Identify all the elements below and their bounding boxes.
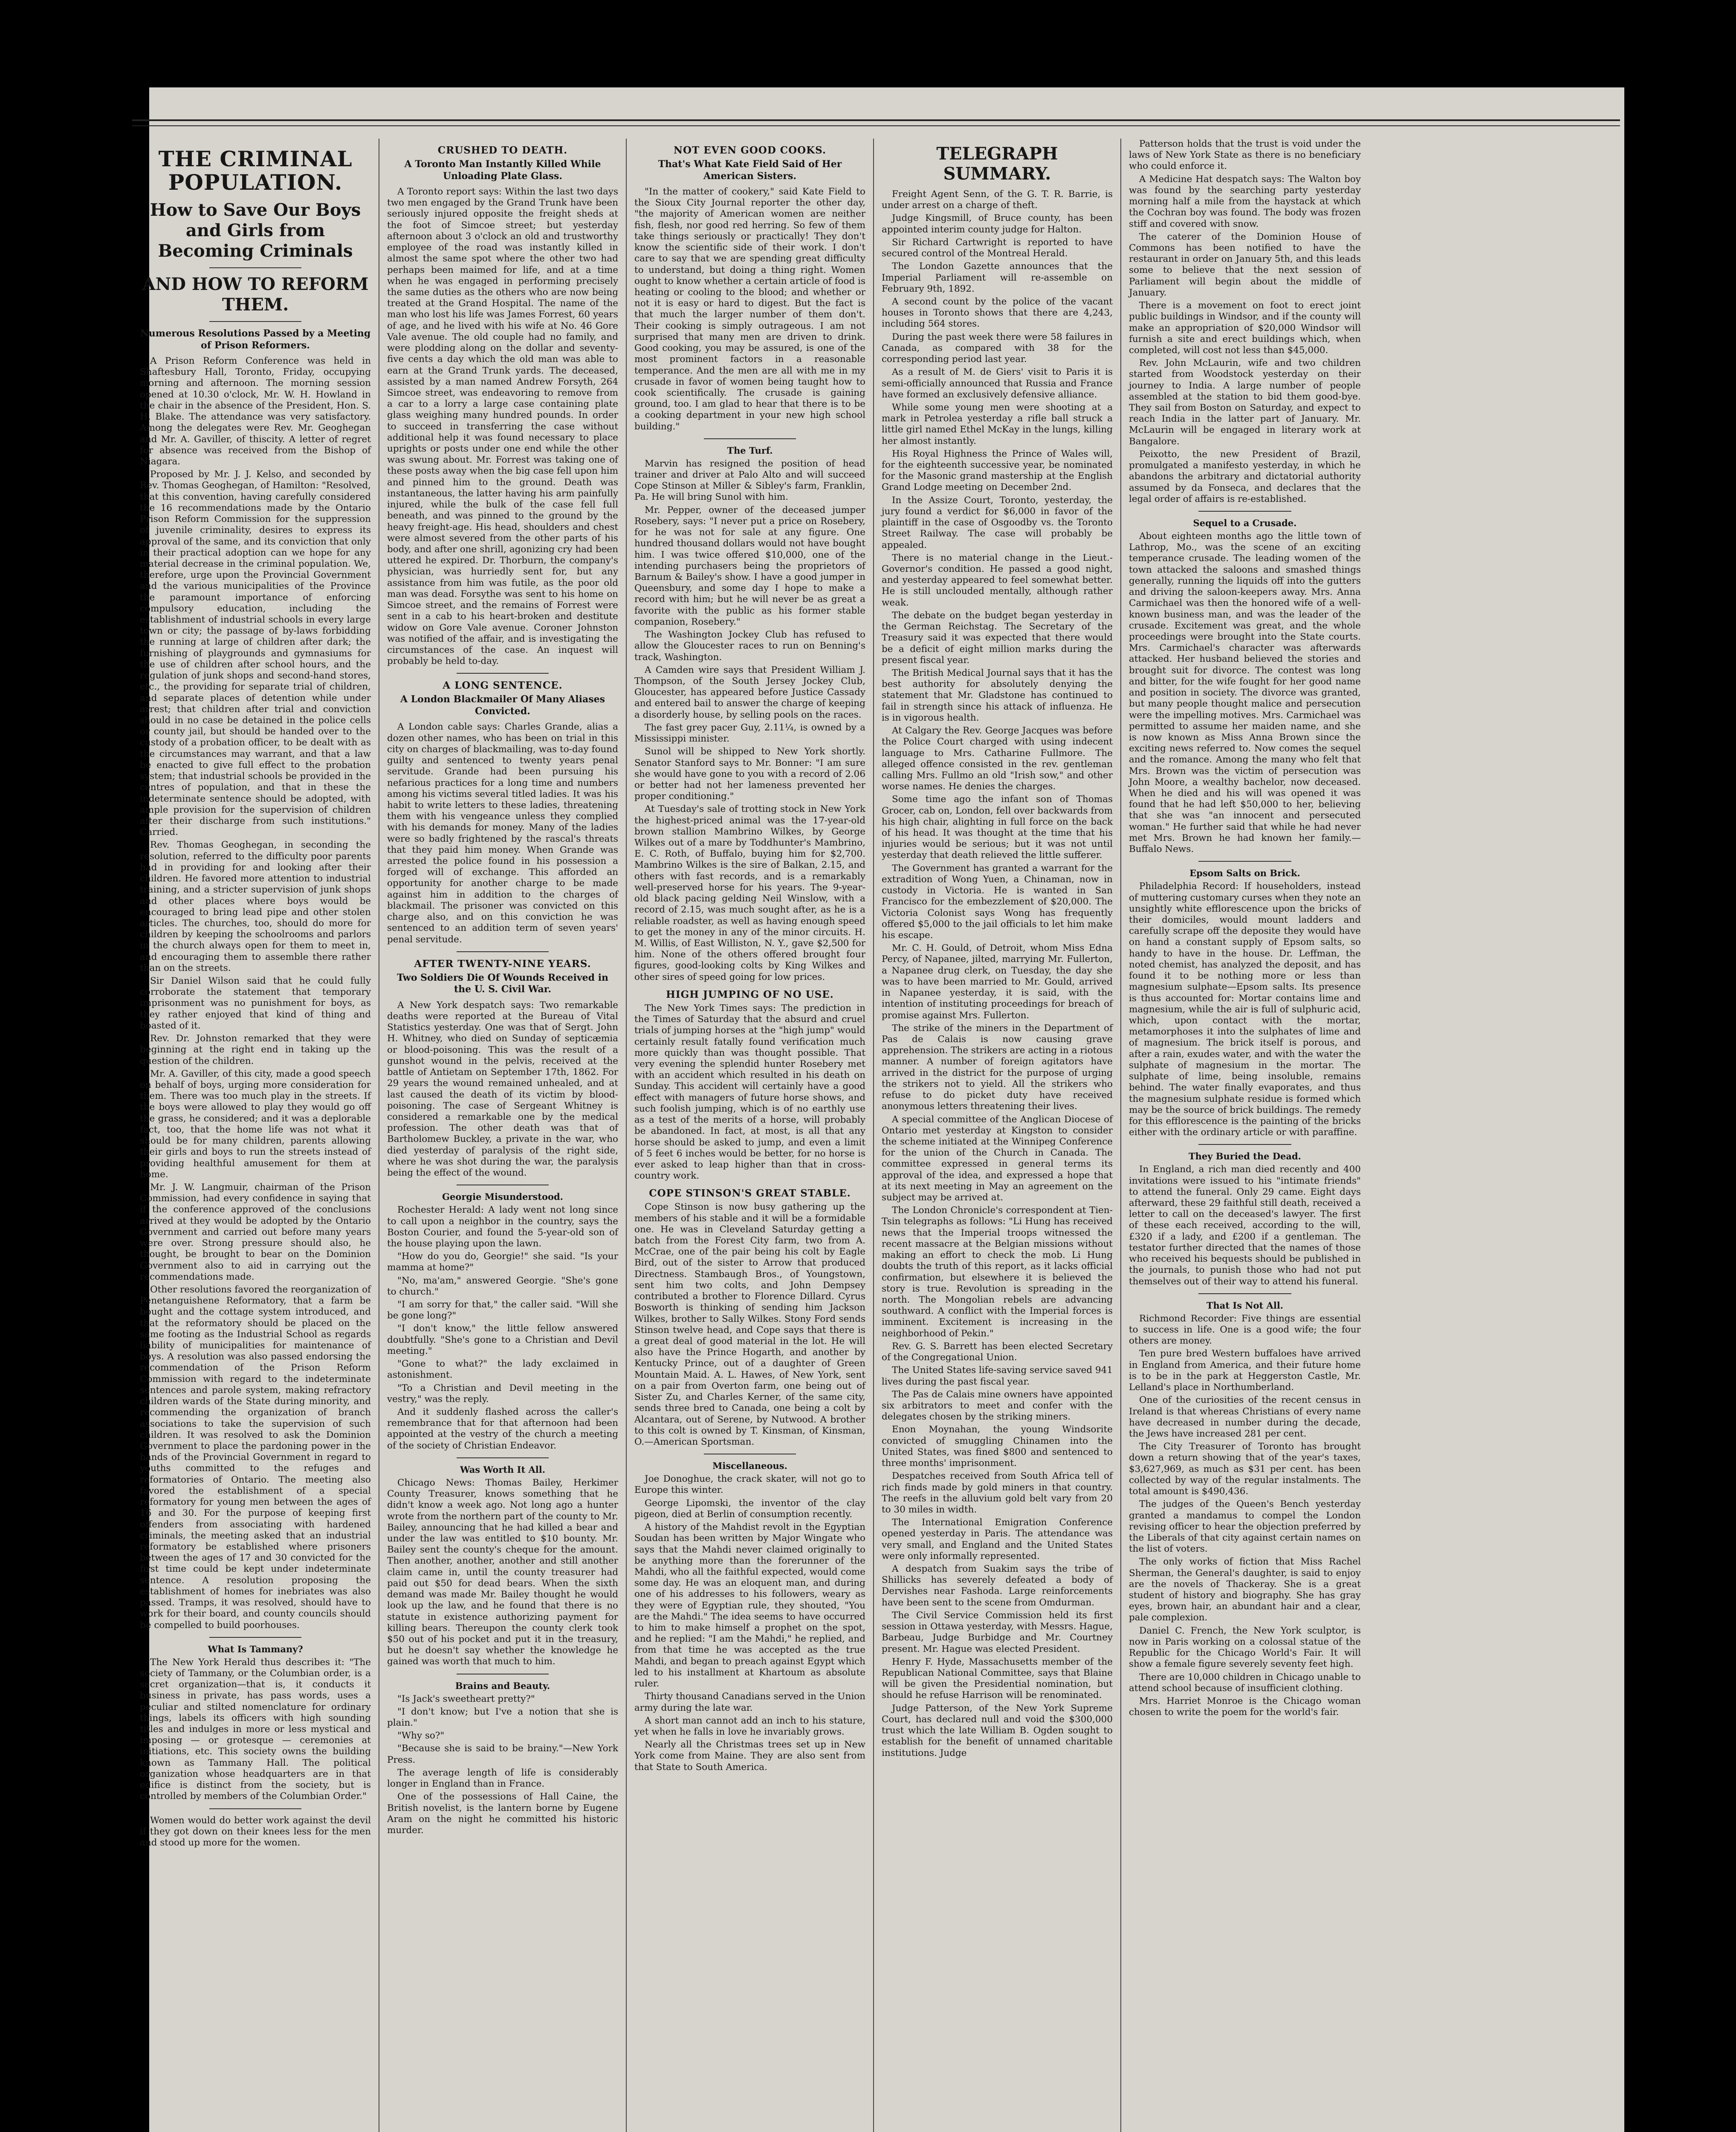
paragraph: The only works of fiction that Miss Rachel Sherman, the General's daughter, is said to enjoy are the novels of Thackeray. She is a great student of history and biography. She has gray eyes, brown hair, an abundant hair and a clear, pale complexion. — [1129, 1556, 1361, 1623]
paragraph: While some young men were shooting at a mark in Petrolea yesterday a rifle ball struck a little girl named Ethel McKay in the lungs, killing her almost instantly. — [882, 402, 1113, 446]
paragraph: Judge Patterson, of the New York Supreme Court, has declared null and void the $300,000 trust which the late William B. Ogden sought to establish for the benefit of unnamed charitable institutions. Judge — [882, 1703, 1113, 1758]
paragraph: There is a movement on foot to erect joint public buildings in Windsor, and if the county will make an appropriation of $20,000 Windsor will furnish a site and erect buildings which, when completed, will cost not less than $45,000. — [1129, 300, 1361, 356]
paragraph: At Tuesday's sale of trotting stock in New York the highest-priced animal was the 17-year-old brown stallion Mambrino Wilkes, by George Wilkes out of a mare by Toddhunter's Mambrino, E. C. Roth, of Buffalo, buying him for $2,700. Mambrino Wilkes is the sire of Balkan, 2.15, and others with fast records, and is a remarkably well-preserved horse for his years. The 9-year-old black pacing gelding Neil Winslow, with a record of 2.15, was much sought after, as he is a reliable roadster, as well as having enough speed to get the money in any of the minor circuits. H. M. Willis, of East Williston, N. Y., gave $2,500 for him. None of the others offered brought four figures, good-looking colts by King Wilkes and other sires of speed going for low prices. — [634, 804, 865, 982]
paragraph: Mr. Pepper, owner of the deceased jumper Rosebery, says: "I never put a price on Rosebery, for he was not for sale at any figure. One hundred thousand dollars would not have bought him. I was twice offered $10,000, one of the intending purchasers being the proprietors of Barnum & Bailey's show. I have a good jumper in Queensbury, and some day I hope to make a record with him; but he will never be as great a favorite with the public as his former stable companion, Rosebery." — [634, 504, 865, 627]
paragraph: The London Chronicle's correspondent at Tien-Tsin telegraphs as follows: "Li Hung has received news that the Imperial troops witnessed the recent massacre at the Belgian missions without making an effort to check the mob. Li Hung doubts the truth of this report, as it lacks official confirmation, but elsewhere it is believed the story is true. Revolution is spreading in the north. The Mongolian rebels are advancing southward. A conflict with the Imperial forces is imminent. Excitement is increasing in the neighborhood of Pekin." — [882, 1205, 1113, 1339]
article-heading: Miscellaneous. — [712, 1460, 787, 1472]
paragraph: Women would do better work against the devil if they got down on their knees less for the men and stood up more for the women. — [140, 1815, 371, 1848]
paragraph: A Prison Reform Conference was held in Shaftesbury Hall, Toronto, Friday, occupying morning and afternoon. The morning session opened at 10.30 o'clock, Mr. W. H. Howland in the chair in the absence of the President, Hon. S. H. Blake. The attendance was very satisfactory. Among the delegates were Rev. Mr. Geoghegan and Mr. A. Gaviller, of thiscity. A letter of regret for absence was received from the Bishop of Niagara. — [140, 356, 371, 467]
paragraph: George Lipomski, the inventor of the clay pigeon, died at Berlin of consumption recently. — [634, 1498, 865, 1520]
paragraph: Rochester Herald: A lady went not long since to call upon a neighbor in the country, says the Boston Courier, and found the 5-year-old son of the house playing upon the lawn. — [387, 1205, 618, 1249]
paragraph: A Camden wire says that President William J. Thompson, of the South Jersey Jockey Club, Gloucester, has appeared before Justice Cassady and entered bail to answer the charge of keeping a disorderly house, by selling pools on the races. — [634, 664, 865, 720]
paragraph: The Pas de Calais mine owners have appointed six arbitrators to meet and confer with the delegates chosen by the striking miners. — [882, 1389, 1113, 1422]
paragraph: Richmond Recorder: Five things are essential to success in life. One is a good wife; the four others are money. — [1129, 1313, 1361, 1347]
paragraph: Mr. J. W. Langmuir, chairman of the Prison Commission, had every confidence in saying that if the conference approved of the conclusions arrived at they would be adopted by the Ontario Government and carried out before many years were over. Strong pressure should also, he thought, be brought to bear on the Dominion Government also to aid in carrying out the recommendations made. — [140, 1182, 371, 1282]
column-2 — [379, 139, 627, 2132]
paragraph: Patterson holds that the trust is void under the laws of New York State as there is no beneficiary who could enforce it. — [1129, 139, 1361, 172]
paragraph: "I don't know," the little fellow answered doubtfully. "She's gone to a Christian and Devil meeting." — [387, 1323, 618, 1356]
paragraph: "Why so?" — [397, 1730, 445, 1741]
paragraph: Mr. A. Gaviller, of this city, made a good speech on behalf of boys, urging more consideration for them. There was too much play in the streets. If the boys were allowed to play they would go off the grass, he considered; and it was a deplorable fact, too, that the home life was not what it should be for many children, parents allowing their girls and boys to run the streets instead of providing healthful amusement for them at home. — [140, 1068, 371, 1180]
page-content — [132, 119, 1620, 2132]
paragraph: A Medicine Hat despatch says: The Walton boy was found by the searching party yesterday morning half a mile from the haystack at which the Cochran boy was found. The body was frozen stiff and covered with snow. — [1129, 174, 1361, 229]
article-heading: AFTER TWENTY-NINE YEARS. — [414, 958, 591, 970]
column-1 — [132, 139, 379, 2132]
article-heading: CRUSHED TO DEATH. — [437, 145, 568, 156]
paragraph: Judge Kingsmill, of Bruce county, has been appointed interim county judge for Halton. — [882, 213, 1113, 235]
divider — [209, 267, 302, 268]
article-heading: HIGH JUMPING OF NO USE. — [666, 988, 834, 1000]
paragraph: The New York Times says: The prediction in the Times of Saturday that the absurd and cruel trials of jumping horses at the "high jump" would certainly result fatally found verification much more quickly than was thought possible. That very evening the splendid hunter Rosebery met with an accident which resulted in his death on Sunday. This accident will certainly have a good effect with managers of future horse shows, and such foolish jumping, which is of no earthly use as a test of the merits of a horse, will probably be abandoned. In fact, at most, is all that any horse should be asked to jump, and even a limit of 5 feet 6 inches would be better, for no horse is ever asked to leap higher than that in cross-country work. — [634, 1002, 865, 1182]
paragraph: Rev. G. S. Barrett has been elected Secretary of the Congregational Union. — [882, 1341, 1113, 1363]
article-heading: What Is Tammany? — [208, 1643, 303, 1654]
section-heading: TELEGRAPH SUMMARY. — [936, 144, 1058, 184]
paragraph: The judges of the Queen's Bench yesterday granted a mandamus to compel the London revising officer to hear the objection preferred by the Liberals of that city against certain names on the list of voters. — [1129, 1499, 1361, 1555]
divider — [209, 1637, 302, 1638]
paragraph: The strike of the miners in the Department of Pas de Calais is now causing grave apprehension. The strikers are acting in a riotous manner. A number of foreign agitators have arrived in the district for the purpose of urging the strikers not to yield. All the strikers who refuse to do picket duty have received anonymous letters threatening their lives. — [882, 1023, 1113, 1112]
paragraph: Chicago News: Thomas Bailey, Herkimer County Treasurer, knows something that he didn't know a week ago. Not long ago a hunter wrote from the northern part of the county to Mr. Bailey, announcing that he had killed a bear and under the law was entitled to $10 bounty. Mr. Bailey sent the county's cheque for the amount. Then another, another, another and still another claim came in, until the county treasurer had paid out $50 for dead bears. When the sixth demand was made Mr. Bailey thought he would look up the law, and he found that there is no statute in existence authorizing payment for killing bears. Thereupon the county clerk took $50 out of his pocket and put it in the treasury, but he doesn't say whether the knowledge he gained was worth that much to him. — [387, 1477, 618, 1667]
paragraph: "Gone to what?" the lady exclaimed in astonishment. — [387, 1359, 618, 1381]
divider — [1198, 1144, 1291, 1145]
divider — [1198, 511, 1291, 512]
divider — [209, 321, 302, 322]
divider — [704, 438, 796, 439]
paragraph: "In the matter of cookery," said Kate Field to the Sioux City Journal reporter the other day, "the majority of American women are neither fish, flesh, nor good red herring. So few of them take things seriously or practically! They don't know the scientific side of their work. I don't care to say that we are spending great difficulty to understand, but doing a thing right. Women ought to know whether a certain article of food is heating or cooling to the blood; and whether or not it is easy or hard to digest. But the fact is that much the larger number of them don't. Their cooking is simply outrageous. I am not surprised that many men are driven to drink. Good cooking, you may be assured, is one of the most prominent factors in a reasonable temperance. And the men are all with me in my crusade in favor of women being taught how to cook scientifically. The crusade is gaining ground, too. I am glad to hear that there is to be a cooking department in your new high school building." — [634, 186, 865, 432]
paragraph: Other resolutions favored the reorganization of Penetanguishene Reformatory, that a farm be bought and the cottage system introduced, and that the reformatory should be placed on the same footing as the Industrial School as regards liability of municipalities for maintenance of boys. A resolution was also passed endorsing the recommendation of the Prison Reform Commission with regard to the indeterminate sentences and parole system, making refractory children wards of the State during minority, and recommending the organization of branch associations to take the supervision of such children. It was resolved to ask the Dominion Government to place the pardoning power in the hands of the Provincial Government in regard to youths committed to the refuges and reformatories of Ontario. The meeting also favored the establishment of a special reformatory for young men between the ages of 16 and 30. For the purpose of keeping first offenders from associating with hardened criminals, the meeting asked that an industrial reformatory be established where prisoners between the ages of 17 and 30 convicted for the first time could be kept under indeterminate sentence. A resolution proposing the establishment of homes for inebriates was also passed. Tramps, it was resolved, should have to work for their board, and county councils should be compelled to build poorhouses. — [140, 1284, 371, 1631]
divider — [1198, 1293, 1291, 1294]
paragraph: The fast grey pacer Guy, 2.11¼, is owned by a Mississippi minister. — [634, 722, 865, 744]
paragraph: A second count by the police of the vacant houses in Toronto shows that there are 4,243, including 564 stores. — [882, 296, 1113, 330]
paragraph: "I don't know; but I've a notion that she is plain." — [387, 1706, 618, 1729]
article-heading: The Turf. — [727, 445, 773, 456]
paragraph: Sunol will be shipped to New York shortly. Senator Stanford says to Mr. Bonner: "I am sure she would have gone to you with a record of 2.06 or better had not her lameness prevented her proper conditioning." — [634, 746, 865, 802]
divider — [457, 673, 549, 674]
paragraph: Mr. C. H. Gould, of Detroit, whom Miss Edna Percy, of Napanee, jilted, marrying Mr. Fullerton, a Napanee drug clerk, on Tuesday, the day she was to have been married to Mr. Gould, arrived in Napanee yesterday, it is said, with the intention of instituting proceedings for breach of promise against Mrs. Fullerton. — [882, 943, 1113, 1021]
paragraph: Freight Agent Senn, of the G. T. R. Barrie, is under arrest on a charge of theft. — [882, 189, 1113, 211]
paragraph: About eighteen months ago the little town of Lathrop, Mo., was the scene of an exciting temperance crusade. The leading women of the town attacked the saloons and smashed things generally, running the liquids off into the gutters and driving the saloon-keepers away. Mrs. Anna Carmichael was then the honored wife of a well-known business man, and was the leader of the crusade. Excitement was great, and the whole proceedings were brought into the State courts. Mrs. Carmichael's character was afterwards attacked. Her husband believed the stories and brought suit for divorce. The contest was long and bitter, for the wife fought for her good name and position in society. The divorce was granted, but many people thought malice and persecution were the impelling motives. Mrs. Carmichael was permitted to assume her maiden name, and she is now known as Miss Anna Brown since the exciting news referred to. Now comes the sequel and the romance. Among the many who felt that Mrs. Brown was the victim of persecution was John Moore, a wealthy bachelor, now deceased. When he died and his will was opened it was found that he had left $50,000 to her, believing that she was "an innocent and persecuted woman." He further said that while he had never met Mrs. Brown he had known her family.—Buffalo News. — [1129, 531, 1361, 855]
paragraph: The New York Herald thus describes it: "The society of Tammany, or the Columbian order, is a secret organization—that is, it conducts it business in private, has pass words, uses a peculiar and stilted nomenclature for ordinary things, labels its officers with high sounding titles and indulges in more or less mystical and imposing — or grotesque — ceremonies at initiations, etc. This society owns the building known as Tammany Hall. The political organization whose headquarters are in that edifice is distinct from the society, but is controlled by members of the Columbian Order." — [140, 1657, 371, 1802]
paragraph: And it suddenly flashed across the caller's remembrance that for that afternoon had been appointed at the vestry of the church a meeting of the society of Christian Endeavor. — [387, 1407, 618, 1451]
paragraph: One of the possessions of Hall Caine, the British novelist, is the lantern borne by Eugene Aram on the night he committed his historic murder. — [387, 1791, 618, 1836]
paragraph: Sir Daniel Wilson said that he could fully corroborate the statement that temporary imprisonment was no punishment for boys, as they rather enjoyed that kind of thing and boasted of it. — [140, 976, 371, 1031]
paragraph: A London cable says: Charles Grande, alias a dozen other names, who has been on trial in this city on charges of blackmailing, was to-day found guilty and sentenced to twenty years penal servitude. Grande had been pursuing his nefarious practices for a long time and numbers among his victims several titled ladies. It was his habit to write letters to these ladies, threatening them with his vengeance unless they complied with his demands for money. Many of the ladies were so badly frightened by the rascal's threats that they paid him money. When Grande was arrested the police found in his possession a forged will of exchange. This afforded an opportunity for another charge to be made against him in addition to the charges of blackmail. The prisoner was convicted on this charge also, and on this conviction he was sentenced to an addition term of seven years' penal servitude. — [387, 721, 618, 945]
paragraph: A special committee of the Anglican Diocese of Ontario met yesterday at Kingston to consider the scheme initiated at the Winnipeg Conference for the union of the Church in Canada. The committee expressed in general terms its approval of the idea, and expressed a hope that at its next meeting in May an agreement on the subject may be arrived at. — [882, 1114, 1113, 1203]
divider — [457, 1457, 549, 1458]
paragraph: The Government has granted a warrant for the extradition of Wong Yuen, a Chinaman, now in custody in Victoria. He is wanted in San Francisco for the embezzlement of $20,000. The Victoria Colonist says Wong has frequently offered $5,000 to the jail officials to let him make his escape. — [882, 863, 1113, 941]
paragraph: The City Treasurer of Toronto has brought down a return showing that of the year's taxes, $3,627,969, as much as $31 per cent. has been collected by way of the regular instalments. The total amount is $490,436. — [1129, 1441, 1361, 1497]
article-heading: Sequel to a Crusade. — [1193, 518, 1297, 528]
divider — [1198, 861, 1291, 862]
paragraph: A short man cannot add an inch to his stature, yet when he falls in love he invariably grows. — [634, 1715, 865, 1737]
paragraph: Thirty thousand Canadians served in the Union army during the late war. — [634, 1691, 865, 1713]
paragraph: Rev. John McLaurin, wife and two children started from Woodstock yesterday on their journey to India. A large number of people assembled at the station to bid them good-bye. They sail from Boston on Saturday, and expect to reach India in the latter part of January. Mr. McLaurin will be engaged in literary work at Bangalore. — [1129, 358, 1361, 447]
article-heading: They Buried the Dead. — [1189, 1151, 1301, 1162]
paragraph: Despatches received from South Africa tell of rich finds made by gold miners in that country. The reefs in the alluvium gold belt vary from 20 to 30 miles in width. — [882, 1471, 1113, 1515]
paragraph: The average length of life is considerably longer in England than in France. — [387, 1767, 618, 1790]
paragraph: The London Gazette announces that the Imperial Parliament will re-assemble on February 9th, 1892. — [882, 261, 1113, 294]
article-heading: Georgie Misunderstood. — [442, 1191, 563, 1202]
paragraph: Sir Richard Cartwright is reported to have secured control of the Montreal Herald. — [882, 237, 1113, 259]
paragraph: Philadelphia Record: If householders, instead of muttering customary curses when they note an unsightly white efflorescence upon the bricks of their domiciles, would mount ladders and carefully scrape off the deposite they would have on hand a constant supply of Epsom salts, so handy to have in the house. Dr. Leffman, the noted chemist, has analyzed the deposit, and has found it to be nothing more or less than magnesium sulphate—Epsom salts. Its presence is thus accounted for: Mortar contains lime and magnesium, while the air is full of sulphuric acid, which, upon contact with the mortar, metamorphoses it into the sulphates of lime and of magnesium. The brick itself is porous, and after a rain, exudes water, and with the water the sulphate of magnesium in the mortar. The sulphate of lime, being insoluble, remains behind. The water finally evaporates, and thus the magnesium sulphate residue is formed which may be the source of brick buildings. The remedy for this efflorescence is the painting of the bricks either with the ordinary article or with paraffine. — [1129, 881, 1361, 1138]
paragraph: A New York despatch says: Two remarkable deaths were reported at the Bureau of Vital Statistics yesterday. One was that of Sergt. John H. Whitney, who died on Sunday of septicæmia or blood-poisoning. This was the result of a gunshot wound in the pelvis, received at the battle of Antietam on September 17th, 1862. For 29 years the wound remained unhealed, and at last caused the death of its victim by blood-poisoning. The case of Sergeant Whitney is considered a remarkable one by the medical profession. The other death was that of Bartholomew Buckley, a private in the war, who died yesterday of paralysis of the right side, where he was shot during the war, the paralysis being the effect of the wound. — [387, 999, 618, 1179]
paragraph: The British Medical Journal says that it has the best authority for absolutely denying the statement that Mr. Gladstone has continued to fail in strength since his attack of influenza. He is in vigorous health. — [882, 667, 1113, 723]
paragraph: "No, ma'am," answered Georgie. "She's gone to church." — [387, 1275, 618, 1297]
paragraph: Joe Donoghue, the crack skater, will not go to Europe this winter. — [634, 1474, 865, 1496]
deck: Two Soldiers Die Of Wounds Received in the U. S. Civil War. — [396, 972, 609, 995]
paragraph: A Toronto report says: Within the last two days two men engaged by the Grand Trunk have been seriously injured opposite the freight sheds at the foot of Simcoe street; but yesterday afternoon about 3 o'clock an old and trustworthy employee of the road was instantly killed in almost the same spot where the other two had perhaps been maimed for life, and at a time when he was engaged in performing precisely the same duties as the others who are now being treated at the Grand Hospital. The name of the man who lost his life was James Forrest, 60 years of age, and he lived with his wife at No. 46 Gore Vale avenue. The old couple had no family, and were plodding along on the dollar and seventy-five cents a day which the old man was able to earn at the Grand Trunk yards. The deceased, assisted by a man named Andrew Forsyth, 264 Simcoe street, was endeavoring to remove from a car to a lorry a large case containing plate glass weighing many hundred pounds. In order to succeed in transferring the case without additional help it was found necessary to place uprights or posts under one end while the other was swung about. Mr. Forrest was taking one of these posts away when the big case fell upon him and pinned him to the ground. Death was instantaneous, the latter having his arm painfully injured, while the bulk of the case fell full beneath, and was pinned to the ground by the heavy freight-age. His head, shoulders and chest were almost severed from the other parts of his body, and after one shrill, agonizing cry had been uttered he expired. Dr. Thorburn, the company's physician, was hurriedly sent for, but any assistance from him was futile, as the poor old man was dead. Forsythe was sent to his home on Simcoe street, and the remains of Forrest were sent in a cab to his heart-broken and destitute widow on Gore Vale avenue. Coroner Johnston was notified of the affair, and is investigating the circumstances of the case. An inquest will probably be held to-day. — [387, 186, 618, 667]
column-3 — [627, 139, 874, 2132]
paragraph: The United States life-saving service saved 941 lives during the past fiscal year. — [882, 1365, 1113, 1387]
paragraph: During the past week there were 58 failures in Canada, as compared with 38 for the corresponding period last year. — [882, 331, 1113, 365]
deck: That's What Kate Field Said of Her American Sisters. — [658, 159, 842, 182]
paragraph: In England, a rich man died recently and 400 invitations were issued to his "intimate friends" to attend the funeral. Only 29 came. Eight days afterward, these 29 faithful still death, received a letter to call on the deceased's lawyer. The first of these each received, according to the will, £320 if a lady, and £200 if a gentleman. The testator further directed that the names of those who received his bequests should be published in the journals, to punish those who had not put themselves out of their way to attend his funeral. — [1129, 1164, 1361, 1287]
article-heading: Epsom Salts on Brick. — [1189, 868, 1300, 879]
article-heading: That Is Not All. — [1206, 1300, 1284, 1311]
paragraph: His Royal Highness the Prince of Wales will, for the eighteenth successive year, be nominated for the Masonic grand mastership at the English Grand Lodge meeting on December 2nd. — [882, 448, 1113, 493]
column-5 — [1121, 139, 1369, 2132]
paragraph: As a result of M. de Giers' visit to Paris it is semi-officially announced that Russia and France have formed an exclusively defensive alliance. — [882, 367, 1113, 400]
paragraph: Proposed by Mr. J. J. Kelso, and seconded by Rev. Thomas Geoghegan, of Hamilton: "Resolved, that this convention, having carefully considered the 16 recommendations made by the Ontario Prison Reform Commission for the suppression of juvenile criminality, desires to express its approval of the same, and its conviction that only in their practical adoption can we hope for any material decrease in the criminal population. We, therefore, urge upon the Provincial Government and the various municipalities of the Province the paramount importance of enforcing compulsory education, including the establishment of industrial schools in every large town or city; the passage of by-laws forbidding the running at large of children after dark; the furnishing of playgrounds and gymnasiums for the use of children after school hours, and the regulation of junk shops and second-hand stores, etc., the providing for separate trial of children, and separate places of detention while under arrest; that children after trial and conviction should in no case be detained in the police cells or county jail, but should be handed over to the custody of a probation officer, to be dealt with as the circumstances may warrant, and that a law be enacted to give full effect to the probation system; that industrial schools be provided in the centres of population, and that in these the indeterminate sentence should be adopted, with ample provision for the supervision of children after their discharge from such institutions." Carried. — [140, 469, 371, 838]
paragraph: "How do you do, Georgie!" she said. "Is your mamma at home?" — [387, 1251, 618, 1273]
paragraph: The International Emigration Conference opened yesterday in Paris. The attendance was very small, and England and the United States were only informally represented. — [882, 1517, 1113, 1561]
paragraph: Ten pure bred Western buffaloes have arrived in England from America, and their future home is to be in the park at Heggerston Castle, Mr. Lelland's place in Northumberland. — [1129, 1348, 1361, 1393]
paragraph: Enon Moynahan, the young Windsorite convicted of smuggling Chinamen into the United States, was fined $800 and sentenced to three months' imprisonment. — [882, 1424, 1113, 1469]
paragraph: Some time ago the infant son of Thomas Grocer, cab on, London, fell over backwards from his high chair, alighting in full force on the back of his head. It was thought at the time that his injuries would be serious; but it was not until yesterday that death relieved the little sufferer. — [882, 794, 1113, 861]
paragraph: "Is Jack's sweetheart pretty?" — [397, 1693, 535, 1704]
columns — [132, 139, 1620, 2132]
paragraph: At Calgary the Rev. George Jacques was before the Police Court charged with using indecent language to Mrs. Catharine Fullmore. The alleged offence consisted in the rev. gentleman calling Mrs. Fullmo an old "Irish sow," and other worse names. He denies the charges. — [882, 725, 1113, 792]
paragraph: Rev. Thomas Geoghegan, in seconding the resolution, referred to the difficulty poor parents had in providing for and looking after their children. He favored more attention to industrial training, and a stricter supervision of junk shops and other places where boys would be encouraged to bring lead pipe and other stolen articles. The churches, too, should do more for children by keeping the schoolrooms and parlors in the church always open for them to meet in, and encouraging them to assemble there rather than on the streets. — [140, 840, 371, 973]
subheadline: How to Save Our Boys and Girls from Becoming Criminals — [150, 200, 361, 261]
paragraph: There are 10,000 children in Chicago unable to attend school because of insufficient clothing. — [1129, 1671, 1361, 1694]
paragraph: The caterer of the Dominion House of Commons has been notified to have the restaurant in order on January 5th, and this leads some to believe that the next session of Parliament will begin about the middle of January. — [1129, 231, 1361, 298]
paragraph: A history of the Mahdist revolt in the Egyptian Soudan has been written by Major Wingate who says that the Mahdi never claimed originally to be anything more than the forerunner of the Mahdi, who all the faithful expected, would come some day. He was an eloquent man, and during one of his addresses to his followers, weary as they were of Egyptian rule, they shouted, "You are the Mahdi." The idea seems to have occurred to him to make himself a prophet on the spot, and he replied: "I am the Mahdi," he replied, and from that time he was accepted as the true Mahdi, and began to preach against Egypt which led to his installment at Khartoum as absolute ruler. — [634, 1522, 865, 1689]
article-heading: Brains and Beauty. — [455, 1680, 550, 1691]
article-heading: COPE STINSON'S GREAT STABLE. — [649, 1188, 851, 1199]
paragraph: A despatch from Suakim says the tribe of Shillicks has severely defeated a body of Dervishes near Fashoda. Large reinforcements have been sent to the scene from Omdurman. — [882, 1564, 1113, 1608]
paragraph: Daniel C. French, the New York sculptor, is now in Paris working on a colossal statue of the Republic for the Chicago World's Fair. It will show a female figure severely seventy feet high. — [1129, 1625, 1361, 1670]
subheadline-2: AND HOW TO REFORM THEM. — [142, 274, 369, 315]
paragraph: The Washington Jockey Club has refused to allow the Gloucester races to run on Benning's track, Washington. — [634, 629, 865, 663]
article-heading: NOT EVEN GOOD COOKS. — [674, 145, 826, 156]
divider — [457, 951, 549, 952]
deck: A London Blackmailer Of Many Aliases Convicted. — [400, 694, 605, 717]
paragraph: Nearly all the Christmas trees set up in New York come from Maine. They are also sent from that State to South America. — [634, 1739, 865, 1773]
deck: Numerous Resolutions Passed by a Meeting of Prison Reformers. — [140, 328, 371, 351]
paragraph: Cope Stinson is now busy gathering up the members of his stable and it will be a formidable one. He was in Cleveland Saturday getting a batch from the Forest City farm, two from A. McCrae, one of the pair being his colt by Eagle Bird, out of the sister to Arrow that produced Directness. Stambaugh Bros., of Youngstown, sent him two colts, and John Dempsey contributed a brother to Florence Dillard. Cyrus Bosworth is thinking of sending him Jackson Wilkes, brother to Sally Wilkes. Stony Ford sends Stinson twelve head, and Cope says that there is a great deal of good material in the lot. He will also have the Prince Hogarth, and another by Kentucky Prince, out of a daughter of Green Mountain Maid. A. L. Hawes, of New York, sent on a pair from Overton farm, one being out of Sister Zu, and Charles Kerner, of the same city, sends three bred to Canada, one being a colt by Alcantara, out of Serene, by Nutwood. A brother to this colt is owned by T. Kinsman, of Kinsman, O.—American Sportsman. — [634, 1202, 865, 1447]
paragraph: "Because she is said to be brainy."—New York Press. — [387, 1743, 618, 1765]
paragraph: The Civil Service Commission held its first session in Ottawa yesterday, with Messrs. Hague, Barbeau, Judge Burbidge and Mr. Courtney present. Mr. Hague was elected President. — [882, 1610, 1113, 1654]
paragraph: There is no material change in the Lieut.-Governor's condition. He passed a good night, and yesterday appeared to feel somewhat better. He is still unclouded mentally, although rather weak. — [882, 552, 1113, 608]
paragraph: In the Assize Court, Toronto, yesterday, the jury found a verdict for $6,000 in favor of the plaintiff in the case of Osgoodby vs. the Toronto Street Railway. The case will probably be appealed. — [882, 495, 1113, 550]
paragraph: One of the curiosities of the recent census in Ireland is that whereas Christians of every name have decreased in number during the decade, the Jews have increased 281 per cent. — [1129, 1395, 1361, 1439]
paragraph: Peixotto, the new President of Brazil, promulgated a manifesto yesterday, in which he abandons the arbitrary and dictatorial authority assumed by da Fonseca, and declares that the legal order of affairs is re-established. — [1129, 449, 1361, 504]
paragraph: Mrs. Harriet Monroe is the Chicago woman chosen to write the poem for the world's fair. — [1129, 1696, 1361, 1718]
paragraph: The debate on the budget began yesterday in the German Reichstag. The Secretary of the Treasury said it was expected that there would be a deficit of eight million marks during the present fiscal year. — [882, 610, 1113, 666]
headline: THE CRIMINAL POPULATION. — [158, 146, 353, 195]
paragraph: Henry F. Hyde, Massachusetts member of the Republican National Committee, says that Blaine will be given the Presidential nomination, but should he refuse Harrison will be renominated. — [882, 1656, 1113, 1701]
top-rule — [132, 119, 1620, 126]
divider — [209, 1808, 302, 1809]
paragraph: Marvin has resigned the position of head trainer and driver at Palo Alto and will succeed Cope Stinson at Miller & Sibley's farm, Franklin, Pa. He will bring Sunol with him. — [634, 458, 865, 503]
deck: A Toronto Man Instantly Killed While Unloading Plate Glass. — [404, 159, 601, 182]
column-4 — [874, 139, 1121, 2132]
paragraph: "I am sorry for that," the caller said. "Will she be gone long?" — [387, 1299, 618, 1321]
paragraph: "To a Christian and Devil meeting in the vestry," was the reply. — [387, 1382, 618, 1405]
article-heading: Was Worth It All. — [460, 1464, 546, 1475]
paragraph: Rev. Dr. Johnston remarked that they were beginning at the right end in taking up the question of the children. — [140, 1033, 371, 1066]
article-heading: A LONG SENTENCE. — [443, 680, 563, 692]
